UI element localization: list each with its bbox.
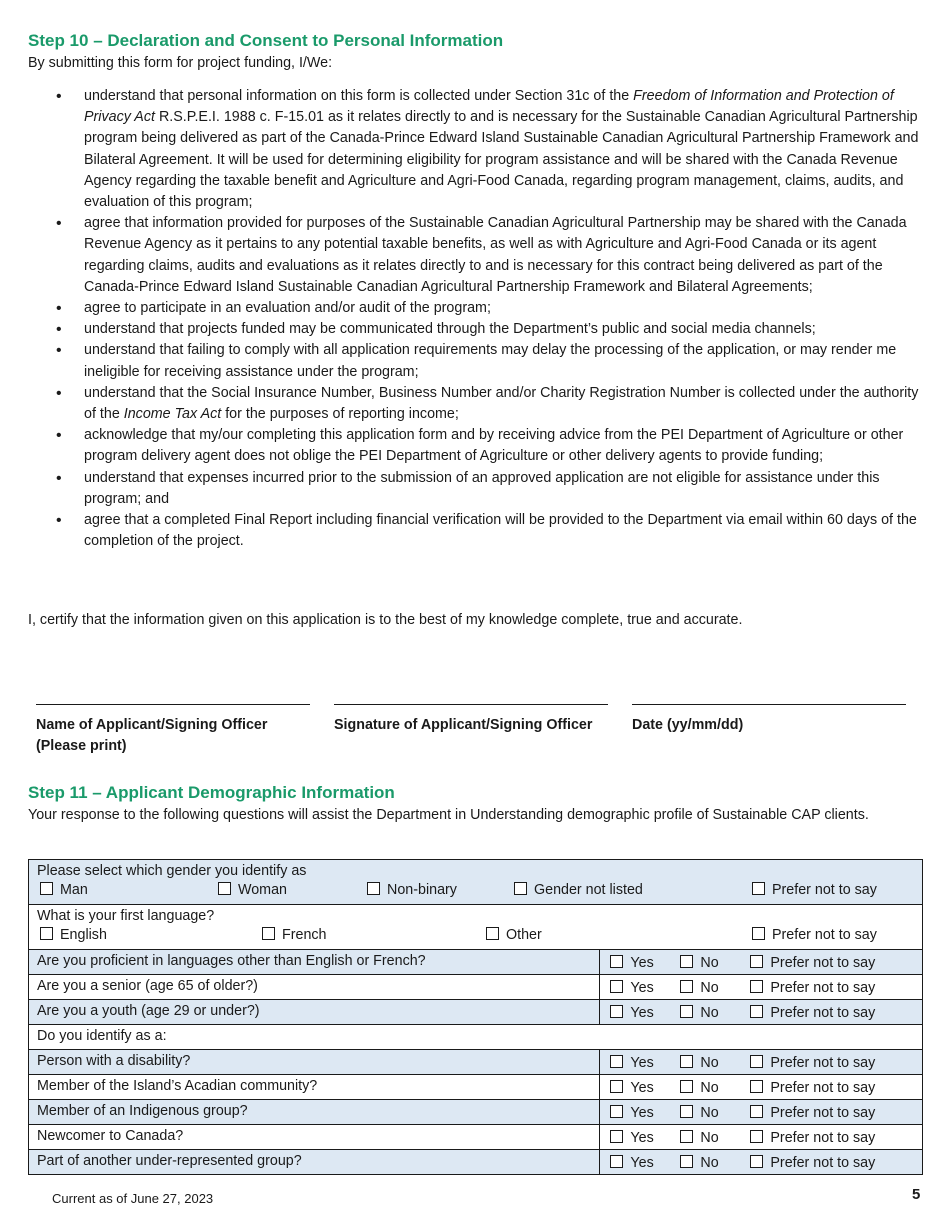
checkbox-icon bbox=[486, 927, 499, 940]
checkbox-icon bbox=[680, 980, 693, 993]
prefer-not-checkbox[interactable]: Prefer not to say bbox=[750, 1052, 875, 1074]
checkbox-icon bbox=[680, 1080, 693, 1093]
prefer-not-checkbox[interactable]: Prefer not to say bbox=[750, 1152, 875, 1174]
checkbox-icon bbox=[610, 1080, 623, 1093]
yes-checkbox[interactable]: Yes bbox=[610, 1102, 653, 1124]
checkbox-icon bbox=[218, 882, 231, 895]
checkbox-icon bbox=[752, 927, 765, 940]
language-other-checkbox[interactable]: Other bbox=[486, 927, 542, 943]
no-checkbox[interactable]: No bbox=[680, 1002, 718, 1024]
signature-label: Signature of Applicant/Signing Officer bbox=[334, 717, 593, 733]
question-row bbox=[29, 1149, 923, 1174]
language-french-checkbox[interactable]: French bbox=[262, 927, 327, 943]
question-row bbox=[29, 1049, 923, 1074]
question-label: Person with a disability? bbox=[29, 1049, 600, 1074]
checkbox-icon bbox=[367, 882, 380, 895]
checkbox-icon bbox=[750, 1080, 763, 1093]
no-checkbox[interactable]: No bbox=[680, 1152, 718, 1174]
declaration-item: • understand that the Social Insurance Number, Business Number and/or Charity Registration Number is collected under the authority of the Income Tax Act for the purposes of reporting income; bbox=[0, 383, 920, 425]
no-checkbox[interactable]: No bbox=[680, 1077, 718, 1099]
question-label: Are you a senior (age 65 of older?) bbox=[29, 975, 600, 1000]
checkbox-icon bbox=[680, 1055, 693, 1068]
declaration-list bbox=[0, 86, 920, 552]
checkbox-icon bbox=[750, 1105, 763, 1118]
language-prefer-checkbox[interactable]: Prefer not to say bbox=[752, 927, 877, 943]
language-cell bbox=[29, 905, 923, 950]
checkbox-icon bbox=[610, 1155, 623, 1168]
name-label-hint: (Please print) bbox=[36, 738, 127, 754]
checkbox-icon bbox=[680, 1105, 693, 1118]
prefer-not-checkbox[interactable]: Prefer not to say bbox=[750, 1077, 875, 1099]
gender-prefer-checkbox[interactable]: Prefer not to say bbox=[752, 882, 877, 898]
gender-woman-checkbox[interactable]: Woman bbox=[218, 882, 287, 898]
yes-checkbox[interactable]: Yes bbox=[610, 1002, 653, 1024]
no-checkbox[interactable]: No bbox=[680, 1127, 718, 1149]
gender-not-listed-checkbox[interactable]: Gender not listed bbox=[514, 882, 643, 898]
checkbox-icon bbox=[40, 882, 53, 895]
gender-question: Please select which gender you identify as bbox=[37, 863, 307, 879]
checkbox-icon bbox=[610, 1130, 623, 1143]
gender-man-checkbox[interactable]: Man bbox=[40, 882, 88, 898]
yes-checkbox[interactable]: Yes bbox=[610, 1127, 653, 1149]
question-label: Member of the Island’s Acadian community? bbox=[29, 1074, 600, 1099]
declaration-item: • understand that failing to comply with all application requirements may delay the processing of the application, or may render me ineligible for receiving assistance under the program; bbox=[0, 340, 920, 382]
page-number: 5 bbox=[912, 1186, 921, 1203]
date-label: Date (yy/mm/dd) bbox=[632, 717, 744, 733]
checkbox-icon bbox=[750, 1130, 763, 1143]
checkbox-icon bbox=[514, 882, 527, 895]
prefer-not-checkbox[interactable]: Prefer not to say bbox=[750, 977, 875, 999]
step10-title: Step 10 – Declaration and Consent to Personal Information bbox=[28, 31, 504, 50]
language-english-checkbox[interactable]: English bbox=[40, 927, 107, 943]
question-label: Newcomer to Canada? bbox=[29, 1124, 600, 1149]
declaration-item: • agree to participate in an evaluation and/or audit of the program; bbox=[0, 298, 920, 319]
checkbox-icon bbox=[610, 1005, 623, 1018]
language-question: What is your first language? bbox=[37, 908, 215, 924]
gender-nonbinary-checkbox[interactable]: Non-binary bbox=[367, 882, 457, 898]
prefer-not-checkbox[interactable]: Prefer not to say bbox=[750, 1127, 875, 1149]
gender-options bbox=[37, 882, 922, 904]
question-label: Are you proficient in languages other than English or French? bbox=[29, 950, 600, 975]
name-signature-block bbox=[36, 692, 310, 757]
no-checkbox[interactable]: No bbox=[680, 1052, 718, 1074]
date-block bbox=[632, 692, 906, 736]
checkbox-icon bbox=[262, 927, 275, 940]
step11-title: Step 11 – Applicant Demographic Information bbox=[28, 783, 395, 802]
checkbox-icon bbox=[750, 1005, 763, 1018]
date-line[interactable] bbox=[632, 692, 906, 705]
checkbox-icon bbox=[750, 955, 763, 968]
question-label: Member of an Indigenous group? bbox=[29, 1099, 600, 1124]
signature-block bbox=[334, 692, 608, 736]
checkbox-icon bbox=[680, 955, 693, 968]
yes-checkbox[interactable]: Yes bbox=[610, 1152, 653, 1174]
signature-line[interactable] bbox=[334, 692, 608, 705]
question-label: Are you a youth (age 29 or under?) bbox=[29, 1000, 600, 1025]
question-label: Part of another under-represented group? bbox=[29, 1149, 600, 1174]
footer-date: Current as of June 27, 2023 bbox=[52, 1191, 214, 1206]
question-row bbox=[29, 1099, 923, 1124]
name-label: Name of Applicant/Signing Officer bbox=[36, 717, 268, 733]
declaration-item: • agree that information provided for purposes of the Sustainable Canadian Agricultural Partnership may be shared with the Canada Revenue Agency as it pertains to any potential taxable benefits, as well as with Agriculture and Agri-Food Canada or its agent regarding claims, audits and evaluations as it relates directly to and is necessary for this contract being delivered as part of the Canada-Prince Edward Island Sustainable Canadian Agricultural Partnership Framework and Bilateral Agreements; bbox=[0, 213, 920, 298]
checkbox-icon bbox=[40, 927, 53, 940]
checkbox-icon bbox=[752, 882, 765, 895]
certify-statement: I, certify that the information given on this application is to the best of my knowledge complete, true and accurate. bbox=[28, 612, 743, 628]
identify-header: Do you identify as a: bbox=[29, 1025, 923, 1050]
declaration-item: • understand that personal information on this form is collected under Section 31c of the Freedom of Information and Protection of Privacy Act R.S.P.E.I. 1988 c. F-15.01 as it relates directly to and is necessary for the Sustainable Canadian Agricultural Partnership program being delivered as part of the Canada-Prince Edward Island Sustainable Canadian Agricultural Partnership Framework and Bilateral Agreement. It will be used for determining eligibility for program assistance and will be shared with the Canada Revenue Agency regarding the taxable benefit and Agriculture and Agri-Food Canada, regarding program management, claims, audits, and evaluation of this program; bbox=[0, 86, 920, 213]
prefer-not-checkbox[interactable]: Prefer not to say bbox=[750, 952, 875, 974]
checkbox-icon bbox=[750, 980, 763, 993]
yes-checkbox[interactable]: Yes bbox=[610, 977, 653, 999]
prefer-not-checkbox[interactable]: Prefer not to say bbox=[750, 1002, 875, 1024]
prefer-not-checkbox[interactable]: Prefer not to say bbox=[750, 1102, 875, 1124]
checkbox-icon bbox=[610, 980, 623, 993]
question-row bbox=[29, 950, 923, 975]
checkbox-icon bbox=[610, 1055, 623, 1068]
checkbox-icon bbox=[680, 1155, 693, 1168]
checkbox-icon bbox=[750, 1155, 763, 1168]
declaration-item: • agree that a completed Final Report including financial verification will be provided to the Department via email within 60 days of the completion of the project. bbox=[0, 510, 920, 552]
step11-intro: Your response to the following questions will assist the Department in Understanding demographic profile of Sustainable CAP clients. bbox=[28, 807, 869, 823]
identify-header-row bbox=[29, 1025, 923, 1050]
checkbox-icon bbox=[750, 1055, 763, 1068]
declaration-item: • understand that projects funded may be communicated through the Department’s public and social media channels; bbox=[0, 319, 920, 340]
demographics-table bbox=[28, 859, 923, 1175]
yes-checkbox[interactable]: Yes bbox=[610, 1077, 653, 1099]
name-line[interactable] bbox=[36, 692, 310, 705]
no-checkbox[interactable]: No bbox=[680, 952, 718, 974]
question-row bbox=[29, 1000, 923, 1025]
question-row bbox=[29, 1124, 923, 1149]
gender-cell bbox=[29, 860, 923, 905]
checkbox-icon bbox=[610, 955, 623, 968]
no-checkbox[interactable]: No bbox=[680, 1102, 718, 1124]
checkbox-icon bbox=[680, 1005, 693, 1018]
no-checkbox[interactable]: No bbox=[680, 977, 718, 999]
checkbox-icon bbox=[610, 1105, 623, 1118]
language-options bbox=[37, 927, 922, 949]
question-row bbox=[29, 975, 923, 1000]
question-row bbox=[29, 1074, 923, 1099]
checkbox-icon bbox=[680, 1130, 693, 1143]
declaration-item: • acknowledge that my/our completing this application form and by receiving advice from the PEI Department of Agriculture or other program delivery agent does not oblige the PEI Department of Agriculture or other delivery agents to provide funding; bbox=[0, 425, 920, 467]
declaration-item: • understand that expenses incurred prior to the submission of an approved application are not eligible for assistance under this program; and bbox=[0, 468, 920, 510]
yes-checkbox[interactable]: Yes bbox=[610, 952, 653, 974]
step10-intro: By submitting this form for project funding, I/We: bbox=[28, 55, 333, 71]
yes-checkbox[interactable]: Yes bbox=[610, 1052, 653, 1074]
